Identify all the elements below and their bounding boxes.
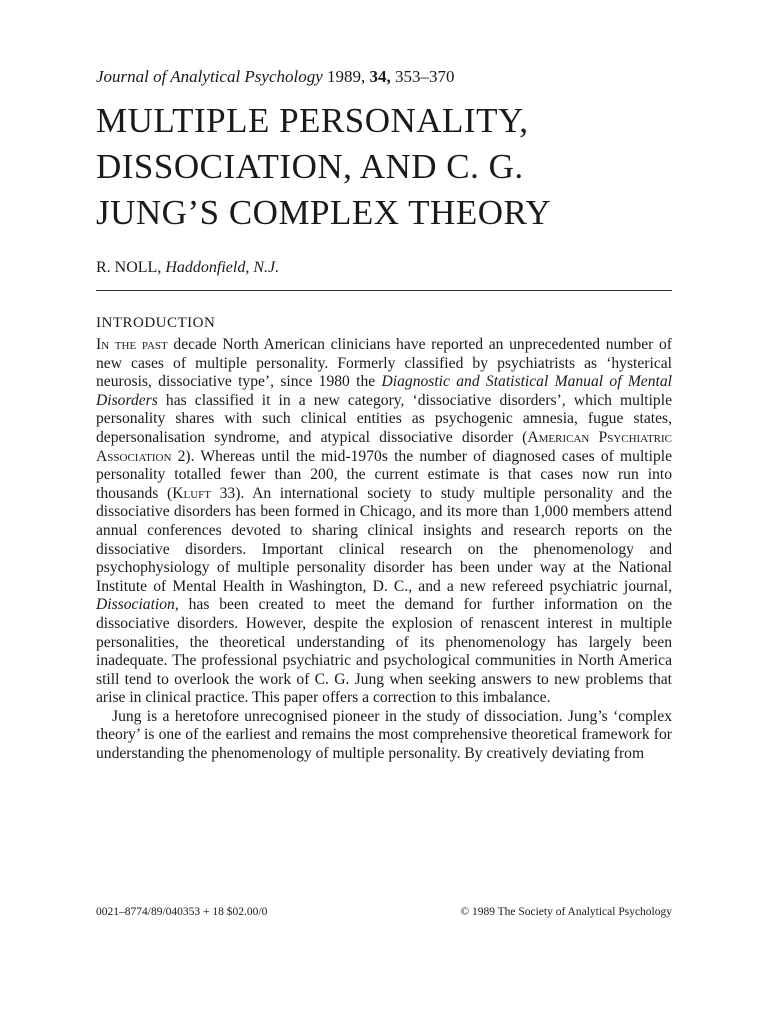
p1-text-a: decade North American clinicians have reported an unprecedented number of new cases of multiple personality. Formerly classified by psychiatrists as ‘hysterical neurosis, dissociative type’, since 1980 the	[96, 336, 672, 391]
paper-title	[96, 98, 672, 236]
dsm-title: Diagnostic and Statistical Manual of Mental Disorders	[96, 373, 672, 409]
citation-kluft: Kluft	[172, 484, 211, 502]
author-affiliation: Haddonfield, N.J.	[165, 259, 280, 276]
section-heading: INTRODUCTION	[96, 315, 216, 331]
title-line-3: JUNG’S COMPLEX THEORY	[96, 193, 552, 232]
lead-words: In the past	[96, 336, 168, 353]
paragraph-2: Jung is a heretofore unrecognised pioneer in the study of dissociation. Jung’s ‘complex theory’ is one of the earliest and remains the most comprehensive theoretical framework for understanding the phenomenology of multiple personality. By creatively deviating from	[96, 707, 672, 763]
footer-code: 0021–8774/89/040353 + 18 $02.00/0	[96, 906, 268, 918]
p1-text-e: , has been created to meet the demand for further information on the dissociative disorders. However, despite the explosion of renascent interest in multiple personalities, the theoretical understanding of its phenomenology has largely been inadequate. The professional psychiatric and psychological communities in North America still tend to overlook the work of C. G. Jung when seeking answers to new problems that arise in clinical practice. This paper offers a correction to this imbalance.	[96, 596, 672, 707]
body-text	[96, 336, 672, 764]
p1-text-c: 2). Whereas until the mid-1970s the number of diagnosed cases of multiple personality totalled fewer than 200, the current estimate is that cases now run into thousands (	[96, 447, 672, 502]
paragraph-1	[96, 336, 672, 708]
journal-citation	[96, 66, 672, 88]
journal-volume: 34,	[369, 67, 391, 86]
p1-text-d: 33). An international society to study multiple personality and the dissociative disorders has been formed in Chicago, and its more than 1,000 members attend annual conferences devoted to sharing clinical insights and research reports on the dissociative disorders. Important clinical research on the phenomenology and psychophysiology of multiple personality disorder has been under way at the National Institute of Mental Health in Washington, D. C., and a new refereed psychiatric journal,	[96, 484, 673, 595]
journal-name: Journal of Analytical Psychology	[96, 67, 323, 86]
author-line	[96, 258, 672, 278]
title-line-2: DISSOCIATION, AND C. G.	[96, 147, 524, 186]
p1-text-b: has classified it in a new category, ‘dissociative disorders’, which multiple personality shares with such clinical entities as psychogenic amnesia, fugue states, depersonalisation syndrome, and atypical dissociative disorder (	[96, 391, 672, 446]
footer-copyright: © 1989 The Society of Analytical Psychology	[460, 906, 672, 918]
citation-apa: American Psychiatric Association	[96, 428, 672, 465]
journal-year: 1989,	[327, 67, 366, 86]
page-footer	[96, 904, 672, 920]
paper-page	[96, 66, 672, 764]
journal-dissociation: Dissociation	[96, 596, 175, 614]
title-divider	[96, 290, 672, 291]
journal-pages: 353–370	[395, 67, 455, 86]
title-line-1: MULTIPLE PERSONALITY,	[96, 101, 529, 140]
author-name: R. NOLL,	[96, 259, 162, 276]
